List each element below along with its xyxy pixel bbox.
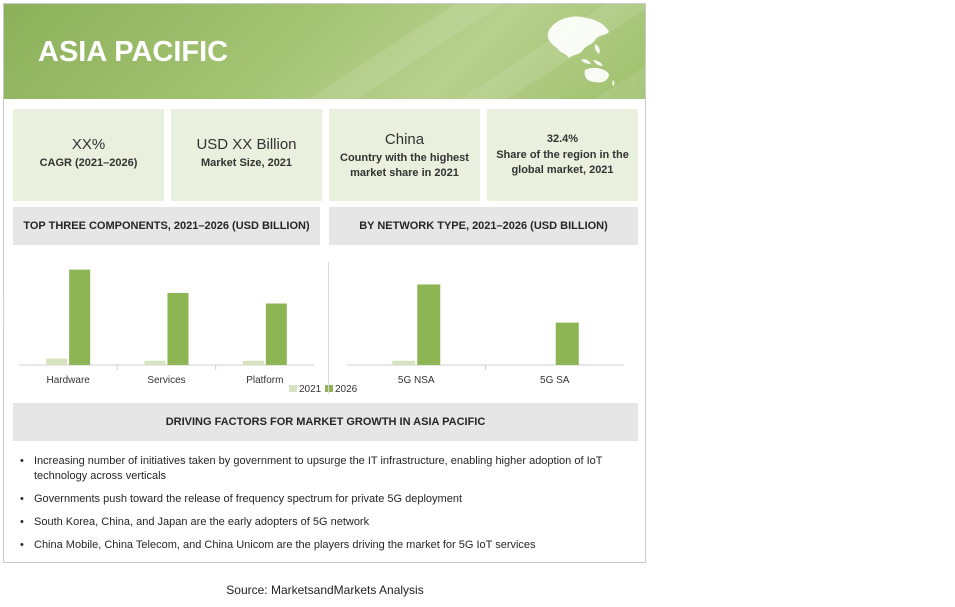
stat-label: CAGR (2021–2026) — [39, 157, 138, 169]
bullet-icon: • — [20, 455, 24, 467]
bullet-icon: • — [20, 493, 24, 505]
region-title: ASIA PACIFIC — [38, 36, 229, 68]
stat-label: Market Size, 2021 — [200, 157, 293, 169]
network-type-bar-chart — [329, 249, 638, 399]
driver-text: China Mobile, China Telecom, and China Unicom are the players driving the market for 5G IoT services — [34, 539, 536, 551]
x-tick-label: Hardware — [46, 375, 90, 386]
bar-2021-platform — [243, 361, 264, 365]
bar-2026-platform — [266, 304, 287, 365]
legend-label: 2026 — [335, 384, 358, 395]
stat-value: USD XX Billion — [196, 136, 297, 153]
stat-cagr — [13, 109, 164, 201]
stat-value: China — [384, 131, 425, 148]
region-banner — [4, 4, 645, 99]
list-item — [18, 454, 628, 484]
x-tick-label: 5G SA — [540, 375, 570, 386]
legend-label: 2021 — [299, 384, 322, 395]
stat-label: Country with the highest market share in 2021 — [340, 152, 469, 179]
legend-swatch — [289, 385, 297, 392]
bullet-icon: • — [20, 516, 24, 528]
asia-pacific-map-icon — [539, 10, 621, 88]
driver-text: Increasing number of initiatives taken by government to upsurge the IT infrastructure, enabling higher adoption of IoT technology across verticals — [34, 455, 603, 482]
driving-factors-title: DRIVING FACTORS FOR MARKET GROWTH IN ASIA PACIFIC — [13, 403, 638, 441]
stat-region-share — [487, 109, 638, 201]
bar-2021-hardware — [46, 359, 67, 365]
bar-2021-services — [145, 361, 166, 365]
bar-2026-5g-nsa — [417, 284, 440, 365]
list-item — [18, 515, 628, 530]
source-note: Source: MarketsandMarkets Analysis — [226, 583, 424, 597]
driver-text: Governments push toward the release of frequency spectrum for private 5G deployment — [34, 493, 462, 505]
bar-2026-hardware — [69, 270, 90, 365]
components-chart-title: TOP THREE COMPONENTS, 2021–2026 (USD BILLION) — [13, 207, 320, 245]
stat-market-size — [171, 109, 322, 201]
bullet-icon: • — [20, 539, 24, 551]
x-tick-label: Platform — [246, 375, 284, 386]
infographic-frame — [3, 3, 646, 563]
list-item — [18, 538, 628, 553]
network-chart-title: BY NETWORK TYPE, 2021–2026 (USD BILLION) — [329, 207, 638, 245]
driving-factors-list — [18, 454, 628, 561]
list-item — [18, 492, 628, 507]
x-tick-label: Services — [147, 375, 186, 386]
driver-text: South Korea, China, and Japan are the early adopters of 5G network — [34, 516, 370, 528]
stat-label: Share of the region in the global market, 2021 — [496, 149, 629, 176]
stat-value: XX% — [71, 136, 106, 153]
bar-2021-5g-nsa — [392, 361, 415, 365]
bar-2026-5g-sa — [556, 323, 579, 365]
x-tick-label: 5G NSA — [397, 375, 435, 386]
key-stats-row — [13, 109, 638, 201]
stat-value: 32.4% — [546, 133, 579, 145]
bar-2026-services — [168, 293, 189, 365]
stat-top-country — [329, 109, 480, 201]
components-bar-chart — [13, 249, 358, 399]
